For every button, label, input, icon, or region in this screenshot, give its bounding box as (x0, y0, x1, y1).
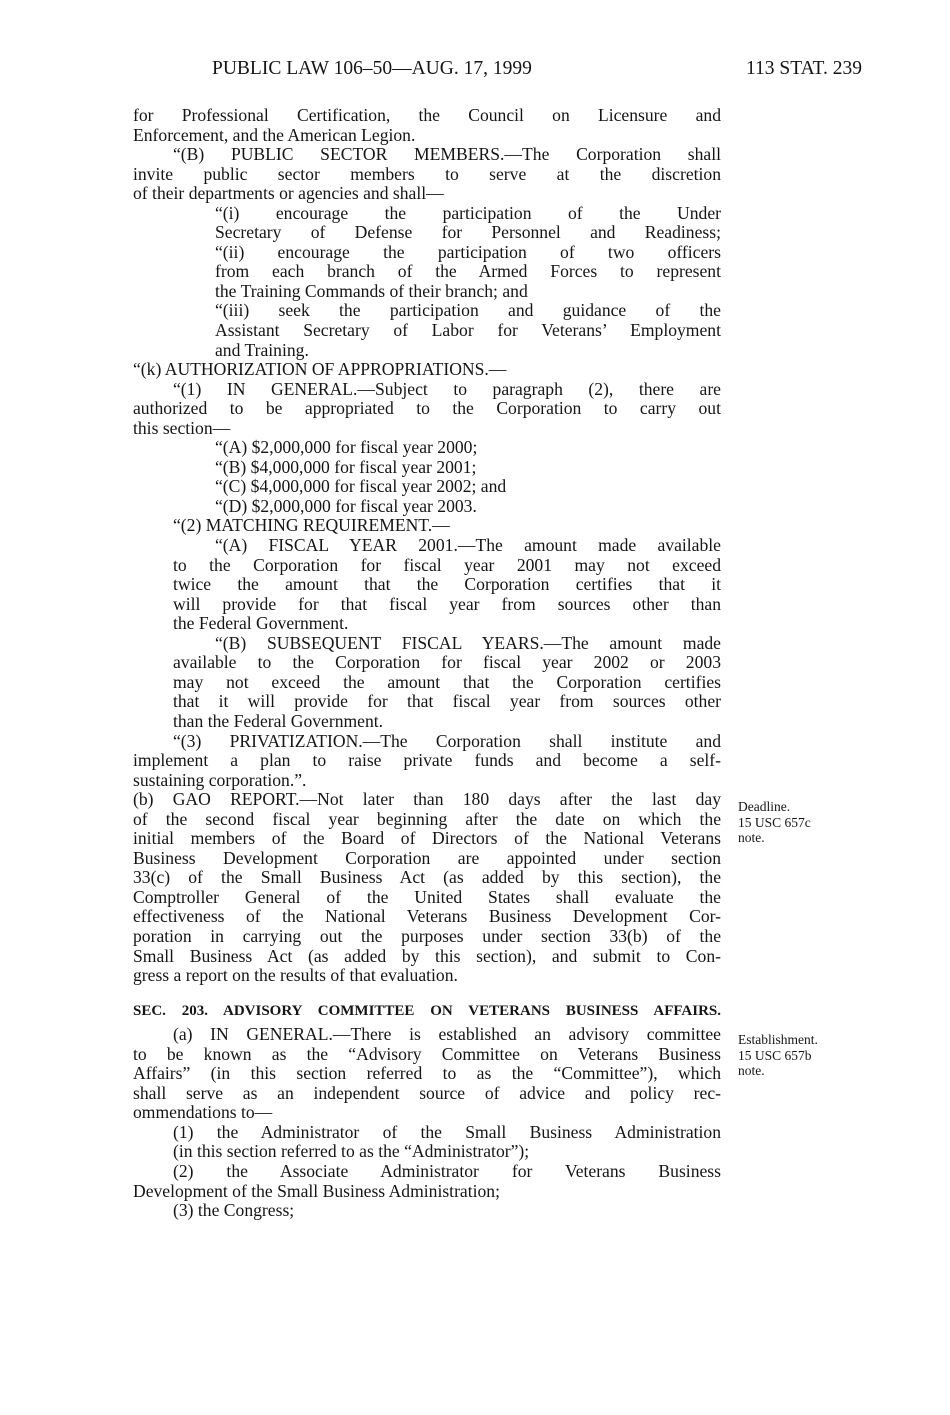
text-line: to be known as the “Advisory Committee on Veterans Business (133, 1043, 721, 1064)
text-line: may not exceed the amount that the Corporation certifies (173, 671, 721, 692)
text-line: and Training. (215, 339, 309, 360)
text-line: “(B) SUBSEQUENT FISCAL YEARS.—The amount made (215, 632, 721, 653)
text-line: than the Federal Government. (173, 710, 384, 731)
text-line: Secretary of Defense for Personnel and Readiness; (215, 222, 721, 243)
page-header (212, 58, 862, 84)
text-line: Enforcement, and the American Legion. (133, 124, 416, 145)
text-line: of their departments or agencies and shall— (133, 183, 444, 204)
text-line: (b) GAO REPORT.—Not later than 180 days after the last day (133, 789, 721, 810)
text-line: “(1) IN GENERAL.—Subject to paragraph (2), there are (173, 378, 721, 399)
text-line: effectiveness of the National Veterans Business Development Cor- (133, 906, 721, 927)
text-line: to the Corporation for fiscal year 2001 may not exceed (173, 554, 721, 575)
text-line: the Federal Government. (173, 613, 349, 634)
section-heading: SEC. 203. ADVISORY COMMITTEE ON VETERANS BUSINESS AFFAIRS. (133, 1002, 721, 1019)
text-line: Comptroller General of the United States shall evaluate the (133, 886, 721, 907)
text-line: initial members of the Board of Directors of the National Veterans (133, 828, 721, 849)
text-line: “(A) FISCAL YEAR 2001.—The amount made available (215, 535, 721, 556)
statute-page-number: 113 STAT. 239 (746, 58, 862, 79)
text-line: “(ii) encourage the participation of two officers (215, 241, 721, 262)
margin-note-establishment (738, 1032, 818, 1079)
text-line: “(iii) seek the participation and guidance of the (215, 300, 721, 321)
margin-note-citation: 15 USC 657b (738, 1047, 812, 1063)
text-line: Business Development Corporation are appointed under section (133, 847, 721, 868)
text-line: authorized to be appropriated to the Corporation to carry out (133, 398, 721, 419)
text-line: “(D) $2,000,000 for fiscal year 2003. (215, 495, 477, 516)
margin-note-label: Establishment. (738, 1032, 818, 1047)
text-line: “(3) PRIVATIZATION.—The Corporation shall institute and (173, 730, 721, 751)
text-line: Affairs” (in this section referred to as the “Committee”), which (133, 1063, 721, 1084)
text-line: gress a report on the results of that evaluation. (133, 965, 458, 986)
text-line: this section— (133, 417, 231, 438)
text-line: Development of the Small Business Administration; (133, 1180, 500, 1201)
text-line: Small Business Act (as added by this section), and submit to Con- (133, 945, 721, 966)
text-line: that it will provide for that fiscal year from sources other (173, 691, 721, 712)
text-line: 33(c) of the Small Business Act (as added by this section), the (133, 867, 721, 888)
text-line: invite public sector members to serve at the discretion (133, 163, 721, 184)
text-line: shall serve as an independent source of advice and policy rec- (133, 1082, 721, 1103)
text-line: for Professional Certification, the Council on Licensure and (133, 105, 721, 125)
text-line: (2) the Associate Administrator for Veterans Business (173, 1160, 721, 1181)
text-line: from each branch of the Armed Forces to represent (215, 261, 721, 282)
text-line: Assistant Secretary of Labor for Veterans’ Employment (215, 320, 721, 341)
margin-note-deadline (738, 799, 811, 846)
text-line: the Training Commands of their branch; and (215, 280, 528, 301)
text-line: twice the amount that the Corporation certifies that it (173, 574, 721, 595)
text-line: available to the Corporation for fiscal year 2002 or 2003 (173, 652, 721, 673)
margin-note-citation: 15 USC 657c (738, 814, 811, 830)
text-line: “(B) $4,000,000 for fiscal year 2001; (215, 456, 477, 477)
text-line: (3) the Congress; (173, 1200, 295, 1221)
text-line: “(A) $2,000,000 for fiscal year 2000; (215, 437, 478, 458)
text-line: “(B) PUBLIC SECTOR MEMBERS.—The Corporation shall (173, 144, 721, 165)
text-line: (1) the Administrator of the Small Business Administration (173, 1121, 721, 1142)
text-line: “(C) $4,000,000 for fiscal year 2002; and (215, 476, 507, 497)
text-line: “(2) MATCHING REQUIREMENT.— (173, 515, 450, 536)
text-line: implement a plan to raise private funds and become a self- (133, 750, 721, 771)
text-line: (a) IN GENERAL.—There is established an advisory committee (173, 1024, 721, 1045)
statute-body (133, 106, 721, 1221)
text-line: poration in carrying out the purposes under section 33(b) of the (133, 925, 721, 946)
running-head: PUBLIC LAW 106–50—AUG. 17, 1999 (212, 58, 532, 79)
text-line: (in this section referred to as the “Administrator”); (173, 1141, 530, 1162)
margin-note-suffix: note. (738, 1063, 765, 1078)
margin-note-label: Deadline. (738, 799, 791, 814)
text-line: sustaining corporation.”. (133, 769, 307, 790)
text-line: of the second fiscal year beginning after the date on which the (133, 808, 721, 829)
text-line: ommendations to— (133, 1102, 273, 1123)
text-line: “(i) encourage the participation of the Under (215, 202, 721, 223)
margin-note-suffix: note. (738, 830, 765, 845)
subsection-heading: “(k) AUTHORIZATION OF APPROPRIATIONS.— (133, 359, 507, 380)
text-line: will provide for that fiscal year from sources other than (173, 593, 721, 614)
